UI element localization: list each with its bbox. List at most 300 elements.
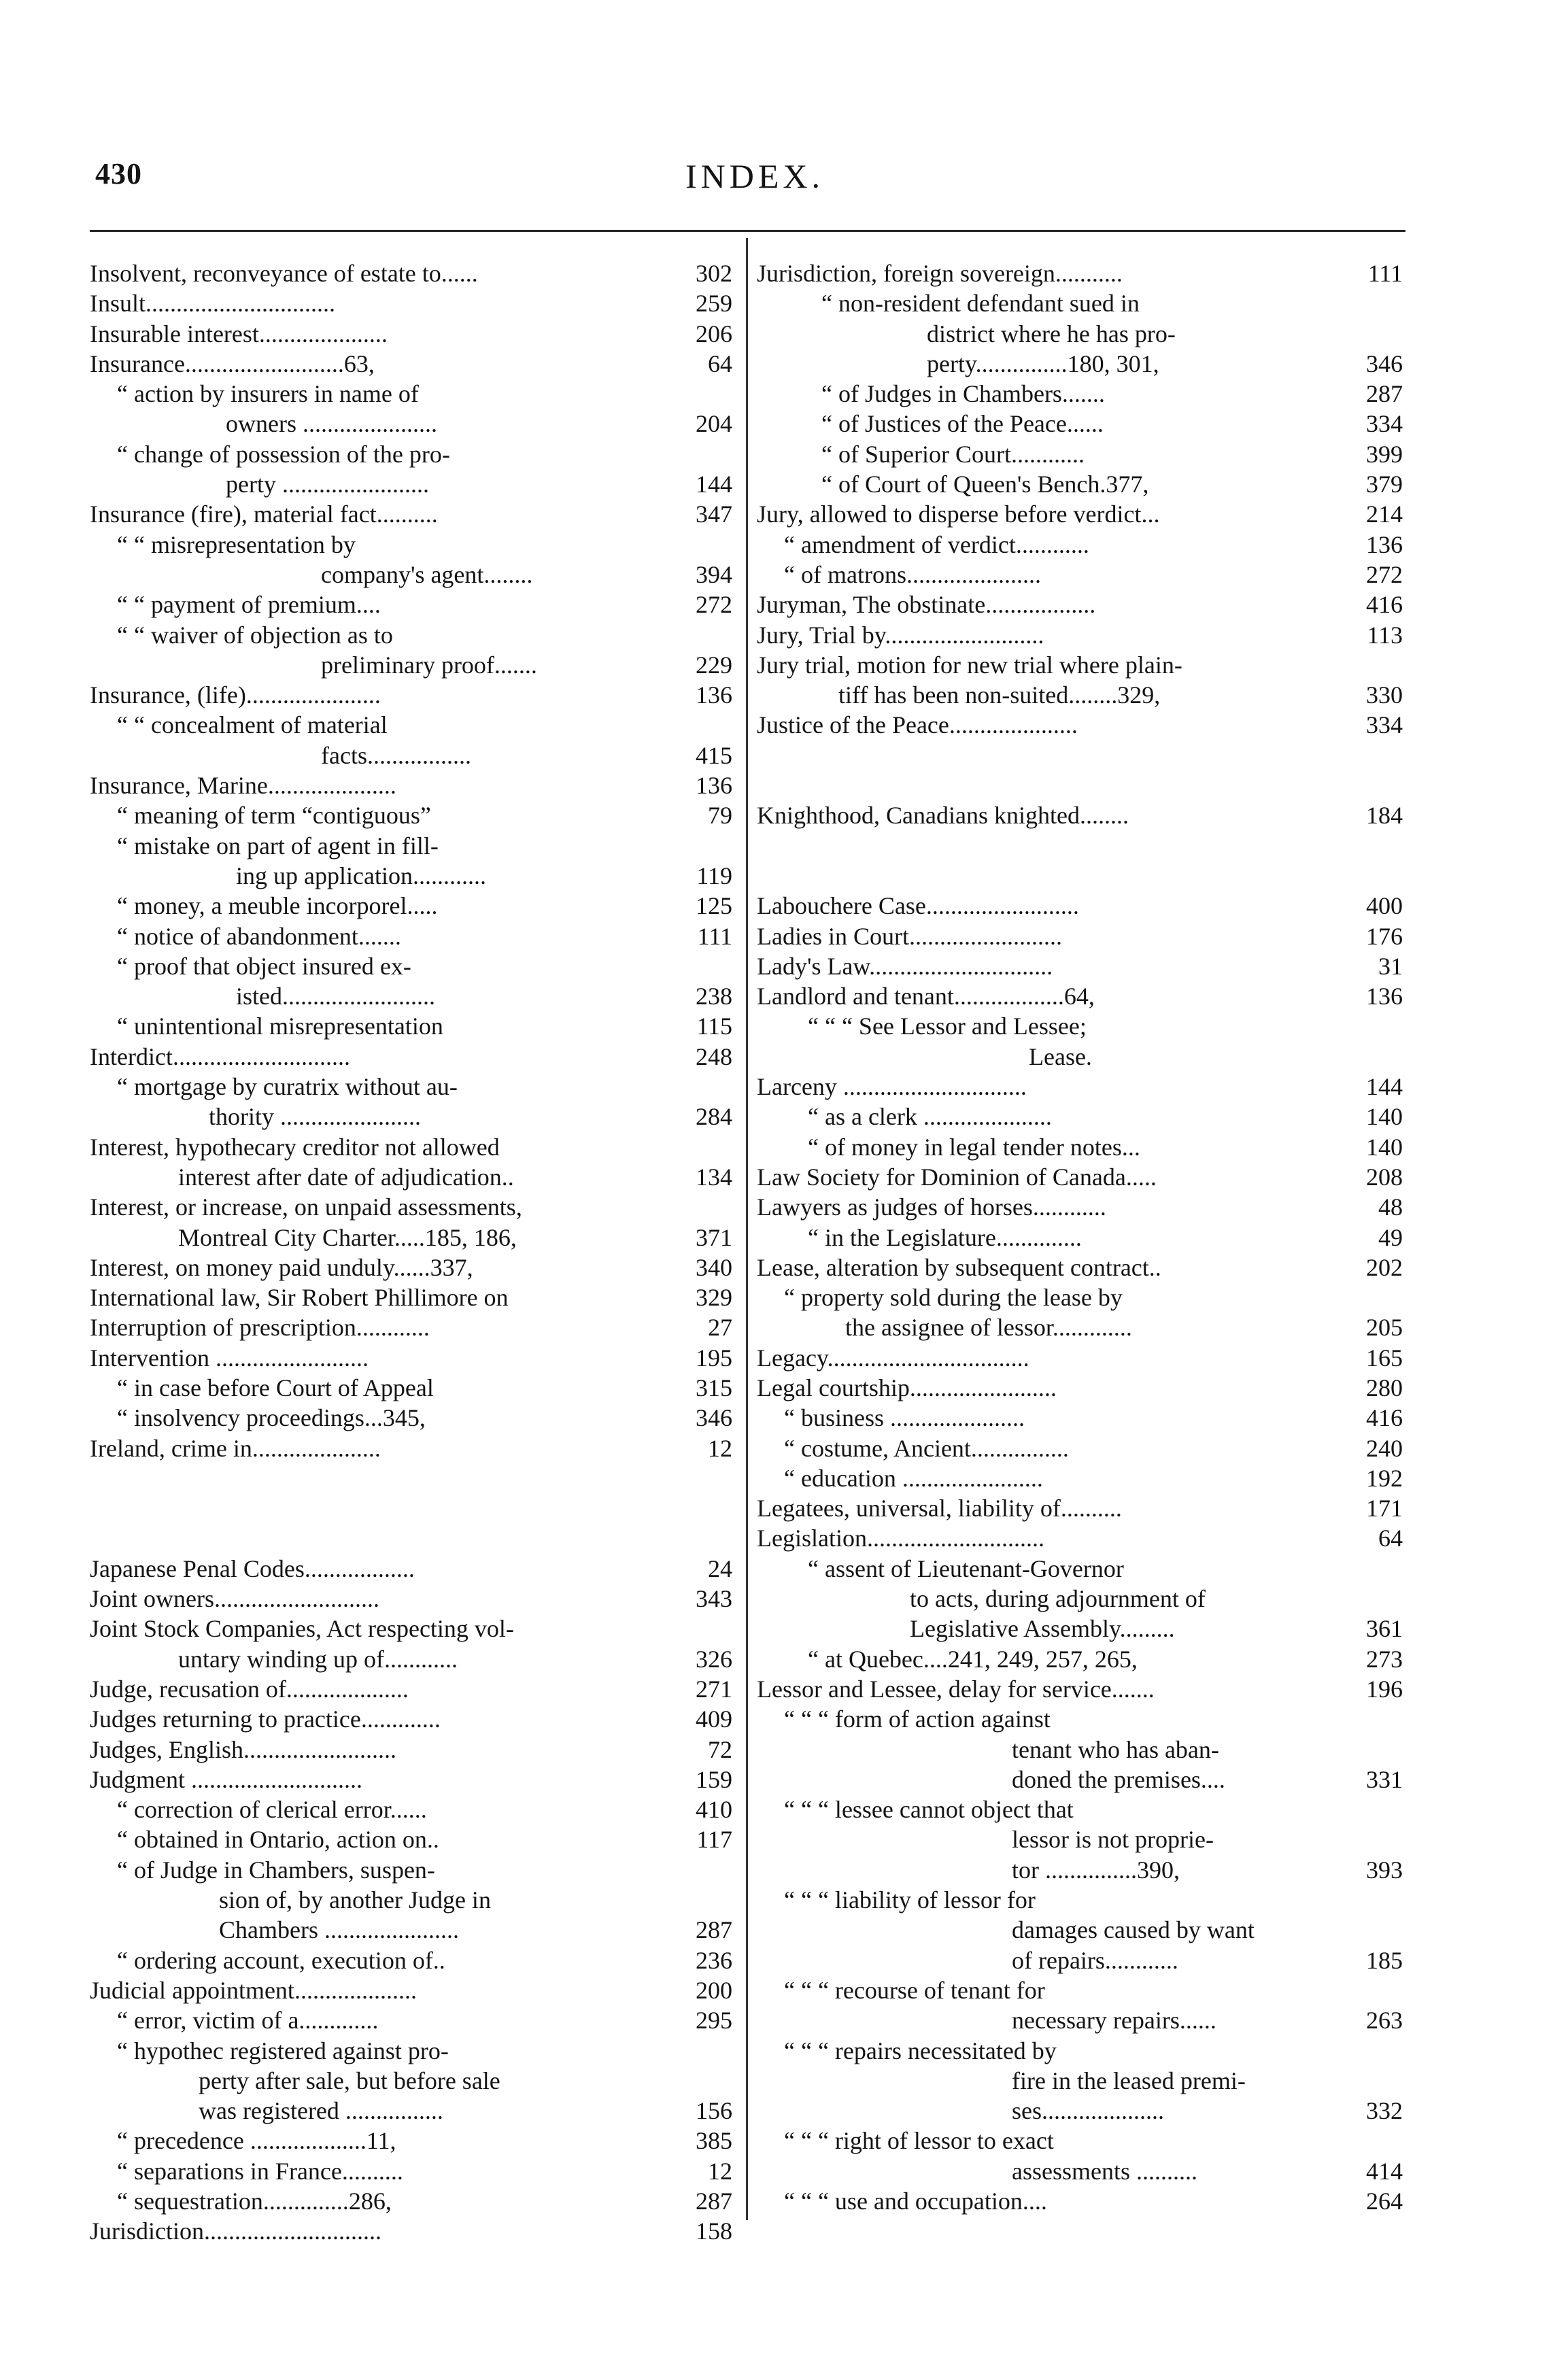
entry-page-ref: 192 xyxy=(1362,1463,1403,1493)
index-entry xyxy=(757,710,1403,740)
index-entry xyxy=(757,1433,1403,1463)
index-entry xyxy=(90,620,732,650)
entry-text: “ of matrons...................... xyxy=(784,560,1041,588)
entry-text: Montreal City Charter.....185, 186, xyxy=(178,1223,517,1251)
index-entry xyxy=(90,1042,732,1072)
entry-text: “ “ “ lessee cannot object that xyxy=(784,1796,1074,1824)
entry-text: “ amendment of verdict............ xyxy=(784,530,1089,558)
index-entry xyxy=(90,1704,732,1734)
entry-page-ref: 271 xyxy=(692,1674,732,1704)
entry-text: “ of Superior Court............ xyxy=(821,440,1085,468)
index-entry xyxy=(90,319,732,349)
index-entry xyxy=(757,288,1403,318)
entry-text: “ business ...................... xyxy=(784,1404,1025,1432)
index-entry xyxy=(90,650,732,680)
index-entry xyxy=(90,2036,732,2066)
index-entry xyxy=(757,258,1403,288)
index-entry xyxy=(757,680,1403,710)
index-entry xyxy=(90,1403,732,1433)
entry-page-ref: 176 xyxy=(1362,921,1403,951)
index-entry xyxy=(757,1885,1403,1915)
entry-text: sion of, by another Judge in xyxy=(219,1886,491,1914)
letter-section-gap xyxy=(90,1463,732,1554)
index-entry xyxy=(757,891,1403,921)
index-entry xyxy=(90,409,732,439)
entry-page-ref: 334 xyxy=(1362,409,1403,439)
index-entry xyxy=(90,1765,732,1794)
page-number: 430 xyxy=(95,157,142,190)
entry-text: perty after sale, but before sale xyxy=(199,2066,500,2094)
index-entry xyxy=(757,499,1403,529)
entry-page-ref: 371 xyxy=(692,1223,732,1253)
entry-page-ref: 156 xyxy=(692,2096,732,2126)
index-entry xyxy=(90,770,732,800)
index-entry xyxy=(757,1824,1403,1854)
index-entry xyxy=(90,1162,732,1192)
entry-text: Insurable interest..................... xyxy=(90,320,388,347)
entry-text: “ action by insurers in name of xyxy=(117,380,419,408)
index-entry xyxy=(757,1735,1403,1765)
index-entry xyxy=(90,1312,732,1342)
entry-text: “ assent of Lieutenant-Governor xyxy=(808,1554,1124,1582)
index-entry xyxy=(757,1343,1403,1373)
entry-text: Intervention ......................... xyxy=(90,1344,369,1372)
entry-text: International law, Sir Robert Phillimore on xyxy=(90,1284,509,1312)
entry-text: “ education ....................... xyxy=(784,1464,1043,1492)
entry-page-ref: 115 xyxy=(692,1011,732,1041)
entry-page-ref: 330 xyxy=(1362,680,1403,710)
entry-text: Legislation............................. xyxy=(757,1525,1044,1552)
entry-page-ref: 331 xyxy=(1362,1765,1403,1794)
entry-page-ref: 136 xyxy=(1362,530,1403,560)
entry-page-ref: 280 xyxy=(1362,1373,1403,1403)
index-entry xyxy=(90,2096,732,2126)
entry-page-ref: 302 xyxy=(692,258,732,288)
entry-text: lessor is not proprie- xyxy=(1012,1826,1214,1854)
entry-page-ref: 195 xyxy=(692,1343,732,1373)
entry-text: “ change of possession of the pro- xyxy=(117,440,450,468)
entry-page-ref: 263 xyxy=(1362,2005,1403,2035)
entry-page-ref: 415 xyxy=(692,741,732,770)
index-entry xyxy=(90,2186,732,2216)
index-entry xyxy=(90,1102,732,1132)
entry-text: Ladies in Court......................... xyxy=(757,922,1062,950)
index-entry xyxy=(757,1282,1403,1312)
entry-text: “ hypothec registered against pro- xyxy=(117,2037,449,2064)
entry-page-ref: 264 xyxy=(1362,2186,1403,2216)
entry-page-ref: 136 xyxy=(692,680,732,710)
entry-text: “ as a clerk ..................... xyxy=(808,1103,1052,1131)
index-entry xyxy=(757,951,1403,981)
entry-page-ref: 248 xyxy=(692,1042,732,1072)
entry-text: doned the premises.... xyxy=(1012,1765,1225,1793)
index-entry xyxy=(757,1162,1403,1192)
index-entry xyxy=(757,1102,1403,1132)
entry-page-ref: 326 xyxy=(692,1644,732,1674)
index-entry xyxy=(757,620,1403,650)
entry-text: Insolvent, reconveyance of estate to...... xyxy=(90,260,478,287)
index-entry xyxy=(90,2156,732,2186)
index-entry xyxy=(757,1523,1403,1553)
index-entry xyxy=(757,409,1403,439)
entry-text: Lawyers as judges of horses............ xyxy=(757,1193,1106,1221)
index-entry xyxy=(757,469,1403,499)
index-entry xyxy=(757,590,1403,619)
entry-text: facts................. xyxy=(321,741,471,769)
index-entry xyxy=(757,1614,1403,1644)
index-entry xyxy=(757,379,1403,409)
entry-page-ref: 393 xyxy=(1362,1855,1403,1885)
entry-page-ref: 111 xyxy=(1364,258,1403,288)
entry-text: fire in the leased premi- xyxy=(1012,2066,1246,2094)
index-entry xyxy=(90,499,732,529)
entry-page-ref: 31 xyxy=(1374,951,1403,981)
index-column-left xyxy=(90,258,732,2247)
entry-text: Interest, or increase, on unpaid assessments, xyxy=(90,1193,522,1221)
entry-text: Legislative Assembly......... xyxy=(910,1615,1175,1643)
entry-page-ref: 295 xyxy=(692,2005,732,2035)
entry-text: perty...............180, 301, xyxy=(927,350,1159,377)
index-entry xyxy=(757,1011,1403,1041)
index-entry xyxy=(757,1584,1403,1614)
entry-text: “ money, a meuble incorporel..... xyxy=(117,892,438,920)
entry-text: Judgment ............................ xyxy=(90,1765,362,1793)
index-entry xyxy=(90,741,732,770)
entry-page-ref: 134 xyxy=(692,1162,732,1192)
entry-page-ref: 272 xyxy=(692,590,732,619)
index-entry xyxy=(90,2066,732,2096)
entry-page-ref: 214 xyxy=(1362,499,1403,529)
entry-text: Judges, English......................... xyxy=(90,1735,397,1763)
entry-text: interest after date of adjudication.. xyxy=(178,1163,514,1191)
index-entry xyxy=(90,1794,732,1824)
entry-text: “ “ waiver of objection as to xyxy=(117,621,393,649)
index-entry xyxy=(90,1282,732,1312)
index-entry xyxy=(90,921,732,951)
index-entry xyxy=(757,1915,1403,1945)
index-entry xyxy=(90,1614,732,1644)
entry-text: Jury, Trial by.......................... xyxy=(757,621,1044,649)
index-entry xyxy=(90,469,732,499)
entry-page-ref: 272 xyxy=(1362,560,1403,590)
entry-text: “ “ concealment of material xyxy=(117,711,388,739)
entry-text: “ proof that object insured ex- xyxy=(117,952,411,980)
entry-page-ref: 414 xyxy=(1362,2156,1403,2186)
index-entry xyxy=(757,1463,1403,1493)
index-entry xyxy=(757,2036,1403,2066)
index-entry xyxy=(90,1674,732,1704)
entry-text: Insurance, (life)...................... xyxy=(90,681,381,709)
entry-text: necessary repairs...... xyxy=(1012,2007,1216,2035)
entry-page-ref: 240 xyxy=(1362,1433,1403,1463)
entry-text: Law Society for Dominion of Canada..... xyxy=(757,1163,1157,1191)
entry-page-ref: 136 xyxy=(1362,981,1403,1011)
entry-page-ref: 140 xyxy=(1362,1132,1403,1162)
entry-page-ref: 12 xyxy=(704,1433,732,1463)
entry-page-ref: 287 xyxy=(692,1915,732,1945)
entry-text: ing up application............ xyxy=(236,862,486,889)
entry-page-ref: 399 xyxy=(1362,439,1403,469)
entry-page-ref: 273 xyxy=(1362,1644,1403,1674)
index-entry xyxy=(757,1794,1403,1824)
entry-text: ses.................... xyxy=(1012,2097,1164,2125)
entry-text: company's agent........ xyxy=(321,560,533,588)
entry-text: “ of Court of Queen's Bench.377, xyxy=(821,471,1149,498)
entry-text: Insurance, Marine..................... xyxy=(90,772,396,800)
entry-page-ref: 416 xyxy=(1362,1403,1403,1433)
index-entry xyxy=(757,800,1403,830)
entry-text: “ of Judges in Chambers....... xyxy=(821,380,1105,408)
entry-page-ref: 329 xyxy=(692,1282,732,1312)
entry-page-ref: 205 xyxy=(1362,1312,1403,1342)
entry-text: tiff has been non-suited........329, xyxy=(838,681,1161,709)
index-entry xyxy=(90,530,732,560)
index-entry xyxy=(757,1223,1403,1253)
entry-text: “ mortgage by curatrix without au- xyxy=(117,1073,458,1101)
entry-page-ref: 361 xyxy=(1362,1614,1403,1644)
entry-text: Joint Stock Companies, Act respecting vol- xyxy=(90,1615,514,1643)
index-entry xyxy=(90,1945,732,1975)
index-entry xyxy=(757,1373,1403,1403)
entry-page-ref: 48 xyxy=(1374,1192,1403,1222)
index-entry xyxy=(90,1223,732,1253)
entry-text: “ of Judge in Chambers, suspen- xyxy=(117,1856,435,1884)
index-entry xyxy=(90,2216,732,2246)
entry-page-ref: 136 xyxy=(692,770,732,800)
index-entry xyxy=(90,1072,732,1102)
entry-text: Insurance (fire), material fact.......... xyxy=(90,500,438,528)
index-entry xyxy=(90,1855,732,1885)
entry-page-ref: 24 xyxy=(704,1554,732,1584)
entry-text: Judge, recusation of.................... xyxy=(90,1675,409,1703)
entry-text: “ obtained in Ontario, action on.. xyxy=(117,1826,439,1854)
entry-page-ref: 287 xyxy=(1362,379,1403,409)
entry-text: “ “ “ right of lessor to exact xyxy=(784,2127,1054,2155)
entry-text: owners ...................... xyxy=(226,410,437,438)
entry-page-ref: 334 xyxy=(1362,710,1403,740)
index-entry xyxy=(90,560,732,590)
entry-page-ref: 394 xyxy=(692,560,732,590)
index-entry xyxy=(757,530,1403,560)
index-entry xyxy=(90,680,732,710)
entry-text: “ in case before Court of Appeal xyxy=(117,1374,434,1401)
index-entry xyxy=(90,891,732,921)
entry-page-ref: 379 xyxy=(1362,469,1403,499)
entry-text: “ property sold during the lease by xyxy=(784,1284,1123,1312)
index-entry xyxy=(90,1132,732,1162)
entry-page-ref: 185 xyxy=(1362,1945,1403,1975)
entry-text: district where he has pro- xyxy=(927,320,1176,347)
entry-page-ref: 202 xyxy=(1362,1253,1403,1282)
entry-text: Lease. xyxy=(1029,1042,1092,1070)
entry-page-ref: 287 xyxy=(692,2186,732,2216)
entry-text: thority ....................... xyxy=(209,1103,421,1131)
entry-text: “ meaning of term “contiguous” xyxy=(117,802,431,830)
entry-text: untary winding up of............ xyxy=(178,1645,458,1673)
entry-page-ref: 196 xyxy=(1362,1674,1403,1704)
entry-text: “ sequestration..............286, xyxy=(117,2188,392,2215)
index-entry xyxy=(757,1493,1403,1523)
entry-page-ref: 284 xyxy=(692,1102,732,1132)
entry-text: Lease, alteration by subsequent contract.. xyxy=(757,1253,1161,1281)
entry-page-ref: 144 xyxy=(692,469,732,499)
index-entry xyxy=(757,1312,1403,1342)
entry-page-ref: 12 xyxy=(704,2156,732,2186)
entry-page-ref: 238 xyxy=(692,981,732,1011)
entry-text: Chambers ...................... xyxy=(219,1916,459,1944)
index-entry xyxy=(90,258,732,288)
entry-page-ref: 236 xyxy=(692,1945,732,1975)
column-divider xyxy=(746,238,748,2220)
page-title: INDEX. xyxy=(685,157,825,195)
index-entry xyxy=(757,2126,1403,2156)
index-entry xyxy=(90,1824,732,1854)
entry-page-ref: 332 xyxy=(1362,2096,1403,2126)
entry-text: “ insolvency proceedings...345, xyxy=(117,1404,426,1432)
entry-text: “ precedence ...................11, xyxy=(117,2127,396,2155)
entry-page-ref: 27 xyxy=(704,1312,732,1342)
index-entry xyxy=(90,439,732,469)
entry-text: “ ordering account, execution of.. xyxy=(117,1946,445,1974)
index-entry xyxy=(90,800,732,830)
index-entry xyxy=(757,439,1403,469)
index-entry xyxy=(757,1072,1403,1102)
entry-text: Interest, hypothecary creditor not allowed xyxy=(90,1133,500,1161)
entry-text: Ireland, crime in..................... xyxy=(90,1434,381,1462)
index-entry xyxy=(757,1945,1403,1975)
entry-page-ref: 340 xyxy=(692,1253,732,1282)
entry-page-ref: 140 xyxy=(1362,1102,1403,1132)
index-entry xyxy=(90,1192,732,1222)
index-entry xyxy=(90,831,732,861)
entry-text: “ correction of clerical error...... xyxy=(117,1796,427,1824)
entry-text: “ “ “ form of action against xyxy=(784,1705,1051,1733)
entry-page-ref: 165 xyxy=(1362,1343,1403,1373)
entry-page-ref: 125 xyxy=(692,891,732,921)
entry-text: “ “ misrepresentation by xyxy=(117,530,356,558)
entry-text: Larceny .............................. xyxy=(757,1073,1027,1101)
entry-text: “ at Quebec....241, 249, 257, 265, xyxy=(808,1645,1138,1673)
index-entry xyxy=(757,1765,1403,1794)
index-entry xyxy=(757,2005,1403,2035)
index-entry xyxy=(757,1855,1403,1885)
index-entry xyxy=(757,349,1403,379)
entry-text: was registered ................ xyxy=(199,2097,443,2125)
entry-page-ref: 315 xyxy=(692,1373,732,1403)
entry-text: Jurisdiction............................. xyxy=(90,2217,381,2245)
entry-text: Legacy................................. xyxy=(757,1344,1029,1372)
entry-text: Landlord and tenant..................64, xyxy=(757,983,1095,1010)
index-entry xyxy=(90,981,732,1011)
entry-page-ref: 158 xyxy=(692,2216,732,2246)
index-entry xyxy=(757,560,1403,590)
entry-page-ref: 159 xyxy=(692,1765,732,1794)
entry-text: Interruption of prescription............ xyxy=(90,1314,430,1342)
entry-page-ref: 113 xyxy=(1363,620,1403,650)
entry-text: “ “ “ recourse of tenant for xyxy=(784,1976,1045,2004)
index-entry xyxy=(757,650,1403,680)
index-entry xyxy=(90,1011,732,1041)
index-entry xyxy=(90,710,732,740)
index-entry xyxy=(757,1704,1403,1734)
index-entry xyxy=(90,288,732,318)
entry-page-ref: 409 xyxy=(692,1704,732,1734)
index-entry xyxy=(757,2096,1403,2126)
index-column-right xyxy=(757,258,1403,2216)
index-entry xyxy=(90,349,732,379)
entry-text: Joint owners........................... xyxy=(90,1585,379,1613)
entry-text: “ separations in France.......... xyxy=(117,2157,403,2185)
index-entry xyxy=(757,981,1403,1011)
index-entry xyxy=(90,1373,732,1403)
entry-page-ref: 347 xyxy=(692,499,732,529)
entry-page-ref: 49 xyxy=(1374,1223,1403,1253)
entry-text: “ non-resident defendant sued in xyxy=(821,290,1140,318)
index-entry xyxy=(90,1584,732,1614)
entry-page-ref: 204 xyxy=(692,409,732,439)
entry-text: Jury, allowed to disperse before verdict... xyxy=(757,500,1160,528)
entry-text: “ “ “ liability of lessor for xyxy=(784,1886,1036,1914)
entry-text: assessments .......... xyxy=(1012,2157,1197,2185)
entry-page-ref: 385 xyxy=(692,2126,732,2156)
entry-page-ref: 200 xyxy=(692,1975,732,2005)
entry-text: “ “ payment of premium.... xyxy=(117,591,381,619)
index-entry xyxy=(757,1554,1403,1584)
entry-page-ref: 206 xyxy=(692,319,732,349)
index-entry xyxy=(757,1975,1403,2005)
entry-text: “ notice of abandonment....... xyxy=(117,922,401,950)
entry-text: perty ........................ xyxy=(226,471,429,498)
entry-page-ref: 410 xyxy=(692,1794,732,1824)
index-entry xyxy=(757,1644,1403,1674)
entry-text: “ mistake on part of agent in fill- xyxy=(117,832,439,860)
entry-text: “ unintentional misrepresentation xyxy=(117,1013,443,1040)
entry-text: Legal courtship........................ xyxy=(757,1374,1057,1401)
entry-page-ref: 64 xyxy=(704,349,732,379)
index-entry xyxy=(90,1554,732,1584)
entry-text: of repairs............ xyxy=(1012,1946,1178,1974)
index-entry xyxy=(90,1644,732,1674)
entry-text: tenant who has aban- xyxy=(1012,1735,1219,1763)
index-entry xyxy=(90,1433,732,1463)
entry-text: Japanese Penal Codes.................. xyxy=(90,1554,415,1582)
entry-text: preliminary proof....... xyxy=(321,651,537,679)
entry-page-ref: 229 xyxy=(692,650,732,680)
entry-text: Judicial appointment.................... xyxy=(90,1976,417,2004)
entry-text: “ in the Legislature.............. xyxy=(808,1223,1082,1251)
entry-text: Lady's Law.............................. xyxy=(757,952,1053,980)
entry-page-ref: 117 xyxy=(692,1824,732,1854)
entry-page-ref: 416 xyxy=(1362,590,1403,619)
index-entry xyxy=(757,1253,1403,1282)
entry-page-ref: 111 xyxy=(694,921,732,951)
entry-text: “ “ “ See Lessor and Lessee; xyxy=(808,1013,1087,1040)
entry-text: “ costume, Ancient................ xyxy=(784,1434,1069,1462)
entry-page-ref: 171 xyxy=(1362,1493,1403,1523)
entry-text: “ of money in legal tender notes... xyxy=(808,1133,1140,1161)
index-entry xyxy=(757,319,1403,349)
entry-text: Insult............................... xyxy=(90,290,336,318)
index-entry xyxy=(757,2066,1403,2096)
index-entry xyxy=(757,1403,1403,1433)
entry-text: Jury trial, motion for new trial where plain- xyxy=(757,651,1182,679)
entry-text: Lessor and Lessee, delay for service....... xyxy=(757,1675,1155,1703)
index-entry xyxy=(757,1192,1403,1222)
index-entry xyxy=(757,2156,1403,2186)
index-entry xyxy=(90,861,732,891)
entry-text: Legatees, universal, liability of.......... xyxy=(757,1495,1122,1522)
entry-text: Jurisdiction, foreign sovereign........... xyxy=(757,260,1123,287)
